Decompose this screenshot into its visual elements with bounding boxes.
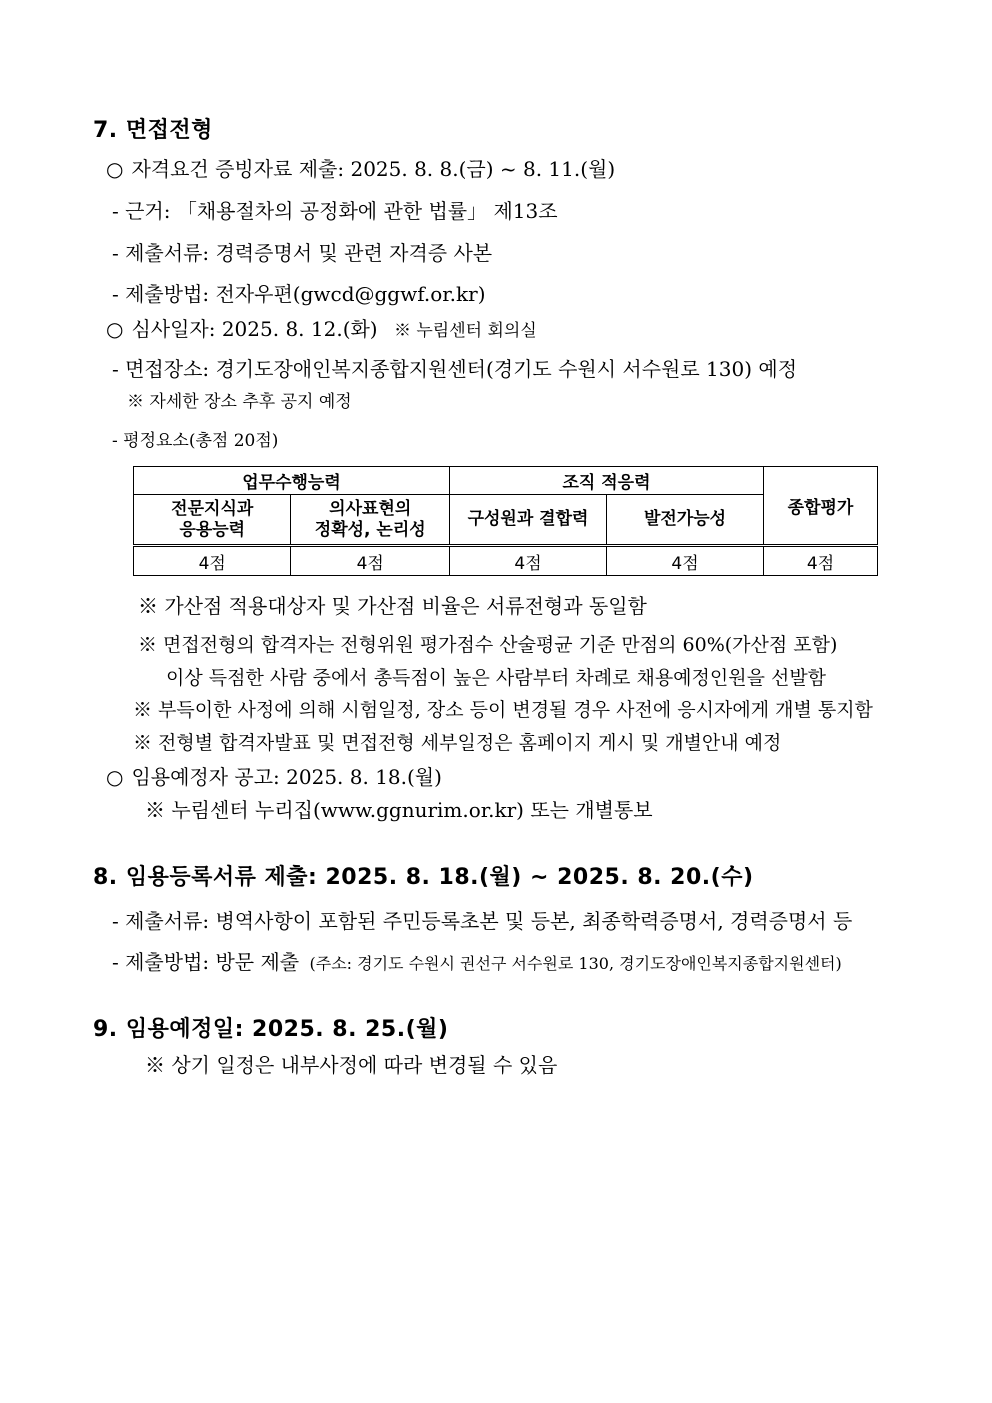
header-expression: 의사표현의 정확성, 논리성 xyxy=(291,495,450,546)
bullet-circle-icon: ○ xyxy=(106,765,124,789)
score-cell: 4점 xyxy=(764,546,878,576)
method-text: - 제출방법: 전자우편(gwcd@ggwf.or.kr) xyxy=(112,282,486,306)
criteria-title: - 평정요소(총점 20점) xyxy=(112,431,279,451)
score-cell: 4점 xyxy=(450,546,607,576)
schedule-note: ※ 상기 일정은 내부사정에 따라 변경될 수 있음 xyxy=(145,1053,558,1077)
header-growth: 발전가능성 xyxy=(607,495,764,546)
venue-note: ※ 자세한 장소 추후 공지 예정 xyxy=(127,392,352,412)
basis-text: - 근거: 「채용절차의 공정화에 관한 법률」 제13조 xyxy=(112,199,558,223)
note-pass-criteria-cont: 이상 득점한 사람 중에서 총득점이 높은 사람부터 차례로 채용예정인원을 선발함 xyxy=(166,667,827,689)
review-date-text: 심사일자: 2025. 8. 12.(화) xyxy=(131,317,378,341)
score-cell: 4점 xyxy=(134,546,291,576)
note-pass-criteria: ※ 면접전형의 합격자는 전형위원 평가점수 산술평균 기준 만점의 60%(가산점 포함) xyxy=(138,634,838,656)
reg-method-item xyxy=(112,949,842,977)
header-expertise: 전문지식과 응용능력 xyxy=(134,495,291,546)
criteria-table xyxy=(133,466,878,576)
header-cohesion: 구성원과 결합력 xyxy=(450,495,607,546)
bullet-circle-icon: ○ xyxy=(106,157,124,181)
submit-date-text: 자격요건 증빙자료 제출: 2025. 8. 8.(금) ~ 8. 11.(월) xyxy=(131,157,616,181)
note-bonus: ※ 가산점 적용대상자 및 가산점 비율은 서류전형과 동일함 xyxy=(138,594,647,618)
venue-text: - 면접장소: 경기도장애인복지종합지원센터(경기도 수원시 서수원로 130) 예정 xyxy=(112,357,798,381)
documents-text: - 제출서류: 경력증명서 및 관련 자격증 사본 xyxy=(112,241,493,265)
score-cell: 4점 xyxy=(607,546,764,576)
announce-text: 임용예정자 공고: 2025. 8. 18.(월) xyxy=(131,765,442,789)
score-cell: 4점 xyxy=(291,546,450,576)
review-place-note: ※ 누림센터 회의실 xyxy=(393,321,537,341)
header-org-adaptability: 조직 적응력 xyxy=(450,467,764,495)
bullet-circle-icon: ○ xyxy=(106,317,124,341)
reg-address-text: (주소: 경기도 수원시 권선구 서수원로 130, 경기도장애인복지종합지원센터) xyxy=(309,954,842,973)
note-announcement: ※ 전형별 합격자발표 및 면접전형 세부일정은 홈페이지 게시 및 개별안내 예정 xyxy=(133,732,782,754)
section-8-title: 8. 임용등록서류 제출: 2025. 8. 18.(월) ~ 2025. 8. 20.(수) xyxy=(93,865,754,890)
announce-item xyxy=(106,764,442,790)
review-date-item xyxy=(106,316,537,344)
section-7-title: 7. 면접전형 xyxy=(93,118,213,143)
section-9-title: 9. 임용예정일: 2025. 8. 25.(월) xyxy=(93,1017,449,1042)
note-schedule-change: ※ 부득이한 사정에 의해 시험일정, 장소 등이 변경될 경우 사전에 응시자에게 개별 통지함 xyxy=(133,699,873,721)
header-overall: 종합평가 xyxy=(764,467,878,546)
header-work-ability: 업무수행능력 xyxy=(134,467,450,495)
reg-documents-text: - 제출서류: 병역사항이 포함된 주민등록초본 및 등본, 최종학력증명서, 경력증명서 등 xyxy=(112,909,853,933)
submit-date-item xyxy=(106,156,615,182)
reg-method-text: - 제출방법: 방문 제출 xyxy=(112,950,300,974)
announce-note: ※ 누림센터 누리집(www.ggnurim.or.kr) 또는 개별통보 xyxy=(145,798,653,822)
